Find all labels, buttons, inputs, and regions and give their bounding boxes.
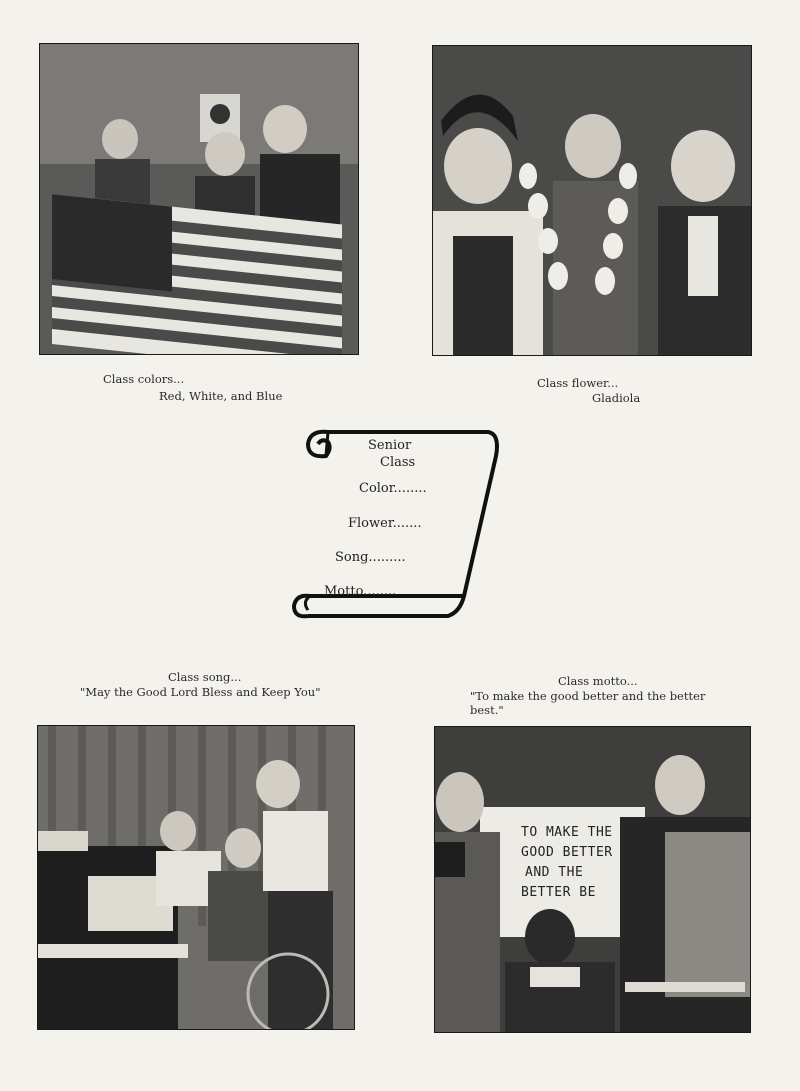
flower-photo-illustration	[433, 46, 751, 355]
scroll-item-motto: Motto........	[324, 584, 397, 599]
poster-line-1: TO MAKE THE	[521, 825, 613, 840]
poster-line-2: GOOD BETTER	[521, 845, 613, 860]
scroll-title-line1: Senior	[368, 438, 412, 453]
photo-class-song-piano	[38, 726, 354, 1029]
caption-class-song-value: "May the Good Lord Bless and Keep You"	[80, 685, 321, 699]
photo-class-flower-gladiola	[433, 46, 751, 355]
caption-class-motto-value-line2: best."	[470, 703, 504, 717]
caption-class-colors-value: Red, White, and Blue	[159, 389, 283, 403]
caption-class-motto-value-line1: "To make the good better and the better	[470, 689, 706, 703]
caption-class-song-label: Class song...	[168, 670, 242, 684]
caption-class-colors-label: Class colors...	[103, 372, 185, 386]
scroll-item-flower: Flower.......	[348, 516, 422, 531]
piano-photo-illustration	[38, 726, 354, 1029]
poster-line-4: BETTER BE	[521, 885, 596, 900]
flag-photo-illustration	[40, 44, 358, 354]
scroll-item-color: Color........	[359, 481, 427, 496]
senior-class-scroll	[288, 426, 504, 632]
caption-class-motto-label: Class motto...	[558, 674, 638, 688]
scroll-item-song: Song.........	[335, 550, 406, 565]
caption-class-flower-value: Gladiola	[592, 391, 641, 405]
motto-poster-text	[521, 823, 613, 903]
scroll-title-line2: Class	[380, 455, 416, 470]
caption-class-flower-label: Class flower...	[537, 376, 619, 390]
photo-class-motto-poster	[435, 727, 750, 1032]
photo-class-colors-flag	[40, 44, 358, 354]
poster-line-3: AND THE	[525, 865, 584, 880]
